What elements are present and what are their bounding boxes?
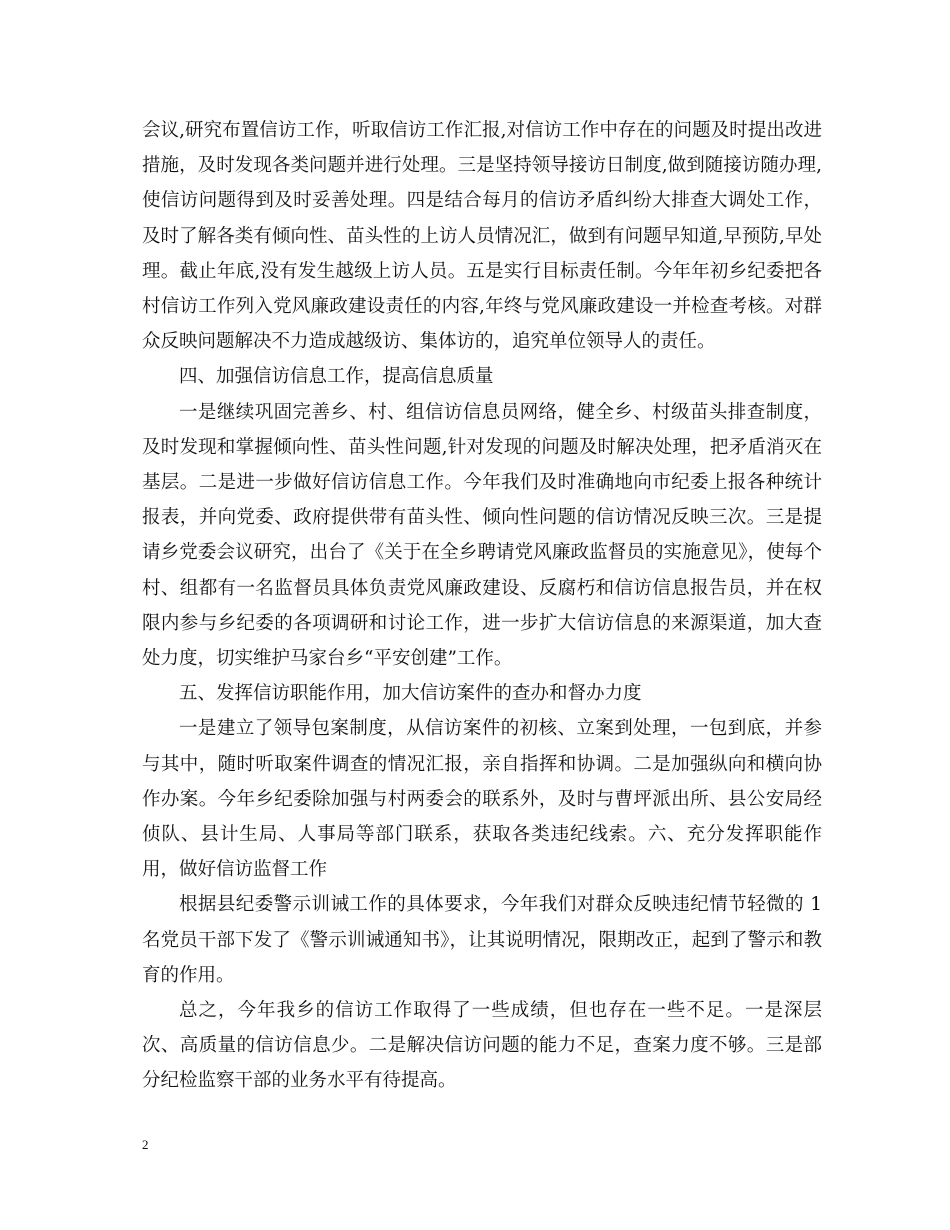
section-heading-five: 五、发挥信访职能作用，加大信访案件的查办和督办力度 [179,683,642,705]
paragraph-warning-notice: 根据县纪委警示训诫工作的具体要求，今年我们对群众反映违纪情节轻微的 1 名党员干部下发了《警示训诫通知书》，让其说明情况，限期改正，起到了警示和教育的作用。 [142,894,822,986]
paragraph-continuation: 会议,研究布置信访工作，听取信访工作汇报,对信访工作中存在的问题及时提出改进措施，及时发现各类问题并进行处理。三是坚持领导接访日制度,做到随接访随办理,使信访问题得到及时妥善处理。四是结合每月的信访矛盾纠纷大排查大调处工作，及时了解各类有倾向性、苗头性的上访人员情况汇，做到有问题早知道,早预防,早处理。截止年底,没有发生越级上访人员。五是实行目标责任制。今年年初乡纪委把各村信访工作列入党风廉政建设责任的内容,年终与党风廉政建设一并检查考核。对群众反映问题解决不力造成越级访、集体访的，追究单位领导人的责任。 [142,120,822,353]
section-heading-four: 四、加强信访信息工作，提高信息质量 [179,366,494,388]
paragraph-case-handling: 一是建立了领导包案制度，从信访案件的初核、立案到处理，一包到底，并参与其中，随时听取案件调查的情况汇报，亲自指挥和协调。二是加强纵向和横向协作办案。今年乡纪委除加强与村两委会的联系外，及时与曹坪派出所、县公安局经侦队、县计生局、人事局等部门联系，获取各类违纪线索。六、充分发挥职能作用，做好信访监督工作 [142,718,822,881]
body-text [142,113,822,1099]
paragraph-info-work: 一是继续巩固完善乡、村、组信访信息员网络，健全乡、村级苗头排查制度，及时发现和掌握倾向性、苗头性问题,针对发现的问题及时解决处理，把矛盾消灭在基层。二是进一步做好信访信息工作。今年我们及时准确地向市纪委上报各种统计报表，并向党委、政府提供带有苗头性、倾向性问题的信访情况反映三次。三是提请乡党委会议研究，出台了《关于在全乡聘请党风廉政监督员的实施意见》，使每个村、组都有一名监督员具体负责党风廉政建设、反腐朽和信访信息报告员，并在权限内参与乡纪委的各项调研和讨论工作，进一步扩大信访信息的来源渠道，加大查处力度，切实维护马家台乡“平安创建”工作。 [142,401,822,670]
page-number: 2 [142,1137,149,1152]
paragraph-summary: 总之，今年我乡的信访工作取得了一些成绩，但也存在一些不足。一是深层次、高质量的信访信息少。二是解决信访问题的能力不足，查案力度不够。三是部分纪检监察干部的业务水平有待提高。 [142,1000,822,1092]
